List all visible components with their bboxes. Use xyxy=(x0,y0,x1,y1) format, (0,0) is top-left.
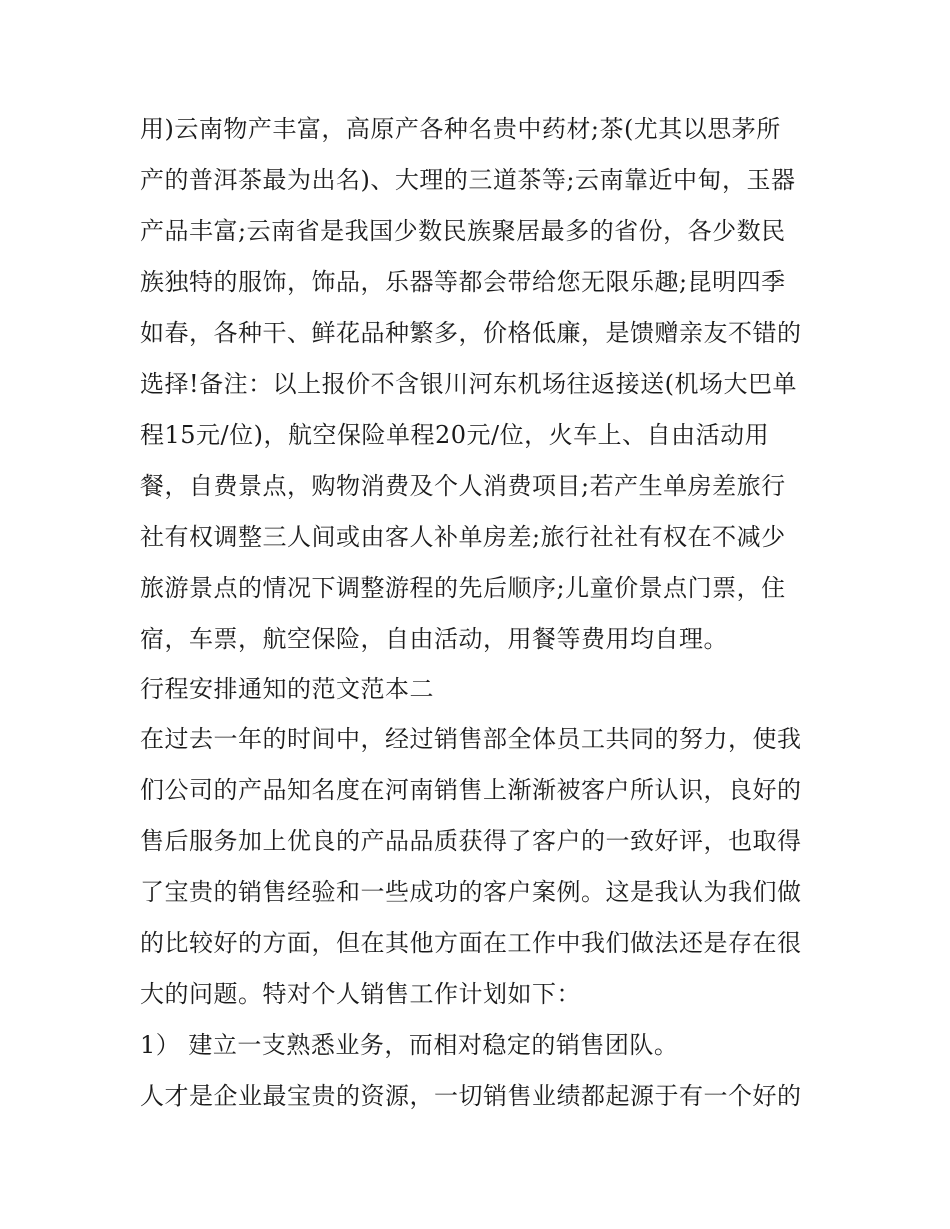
paragraph-1-line: 社有权调整三人间或由客人补单房差;旅行社社有权在不减少 xyxy=(140,523,786,551)
paragraph-2-line: 售后服务加上优良的产品品质获得了客户的一致好评，也取得 xyxy=(140,827,802,855)
paragraph-2-line: 们公司的产品知名度在河南销售上渐渐被客户所认识，良好的 xyxy=(140,776,802,804)
paragraph-2-line: 的比较好的方面，但在其他方面在工作中我们做法还是存在很 xyxy=(140,929,802,957)
list-item: 1） 建立一支熟悉业务，而相对稳定的销售团队。 xyxy=(140,1031,679,1059)
paragraph-1-line: 选择!备注：以上报价不含银川河东机场往返接送(机场大巴单 xyxy=(140,370,798,398)
paragraph-1-line: 旅游景点的情况下调整游程的先后顺序;儿童价景点门票，住 xyxy=(140,574,786,602)
section-heading: 行程安排通知的范文范本二 xyxy=(140,675,434,703)
paragraph-1-line: 程15元/位)，航空保险单程20元/位，火车上、自由活动用 xyxy=(140,421,770,449)
paragraph-2-line: 了宝贵的销售经验和一些成功的客户案例。这是我认为我们做 xyxy=(140,878,802,906)
paragraph-1-line: 如春，各种干、鲜花品种繁多，价格低廉，是馈赠亲友不错的 xyxy=(140,319,802,347)
paragraph-1-line: 产品丰富;云南省是我国少数民族聚居最多的省份，各少数民 xyxy=(140,217,786,245)
paragraph-1-line: 餐，自费景点，购物消费及个人消费项目;若产生单房差旅行 xyxy=(140,472,786,500)
paragraph-1-line: 用)云南物产丰富，高原产各种名贵中药材;茶(尤其以思茅所 xyxy=(140,115,781,143)
paragraph-1-line: 宿，车票，航空保险，自由活动，用餐等费用均自理。 xyxy=(140,625,728,653)
paragraph-1-line: 族独特的服饰，饰品，乐器等都会带给您无限乐趣;昆明四季 xyxy=(140,268,786,296)
paragraph-2-line: 在过去一年的时间中，经过销售部全体员工共同的努力，使我 xyxy=(140,725,802,753)
paragraph-1-line: 产的普洱茶最为出名)、大理的三道茶等;云南靠近中甸，玉器 xyxy=(140,166,796,194)
paragraph-2-line: 大的问题。特对个人销售工作计划如下： xyxy=(140,980,581,1008)
paragraph-3-line: 人才是企业最宝贵的资源，一切销售业绩都起源于有一个好的 xyxy=(140,1082,802,1110)
